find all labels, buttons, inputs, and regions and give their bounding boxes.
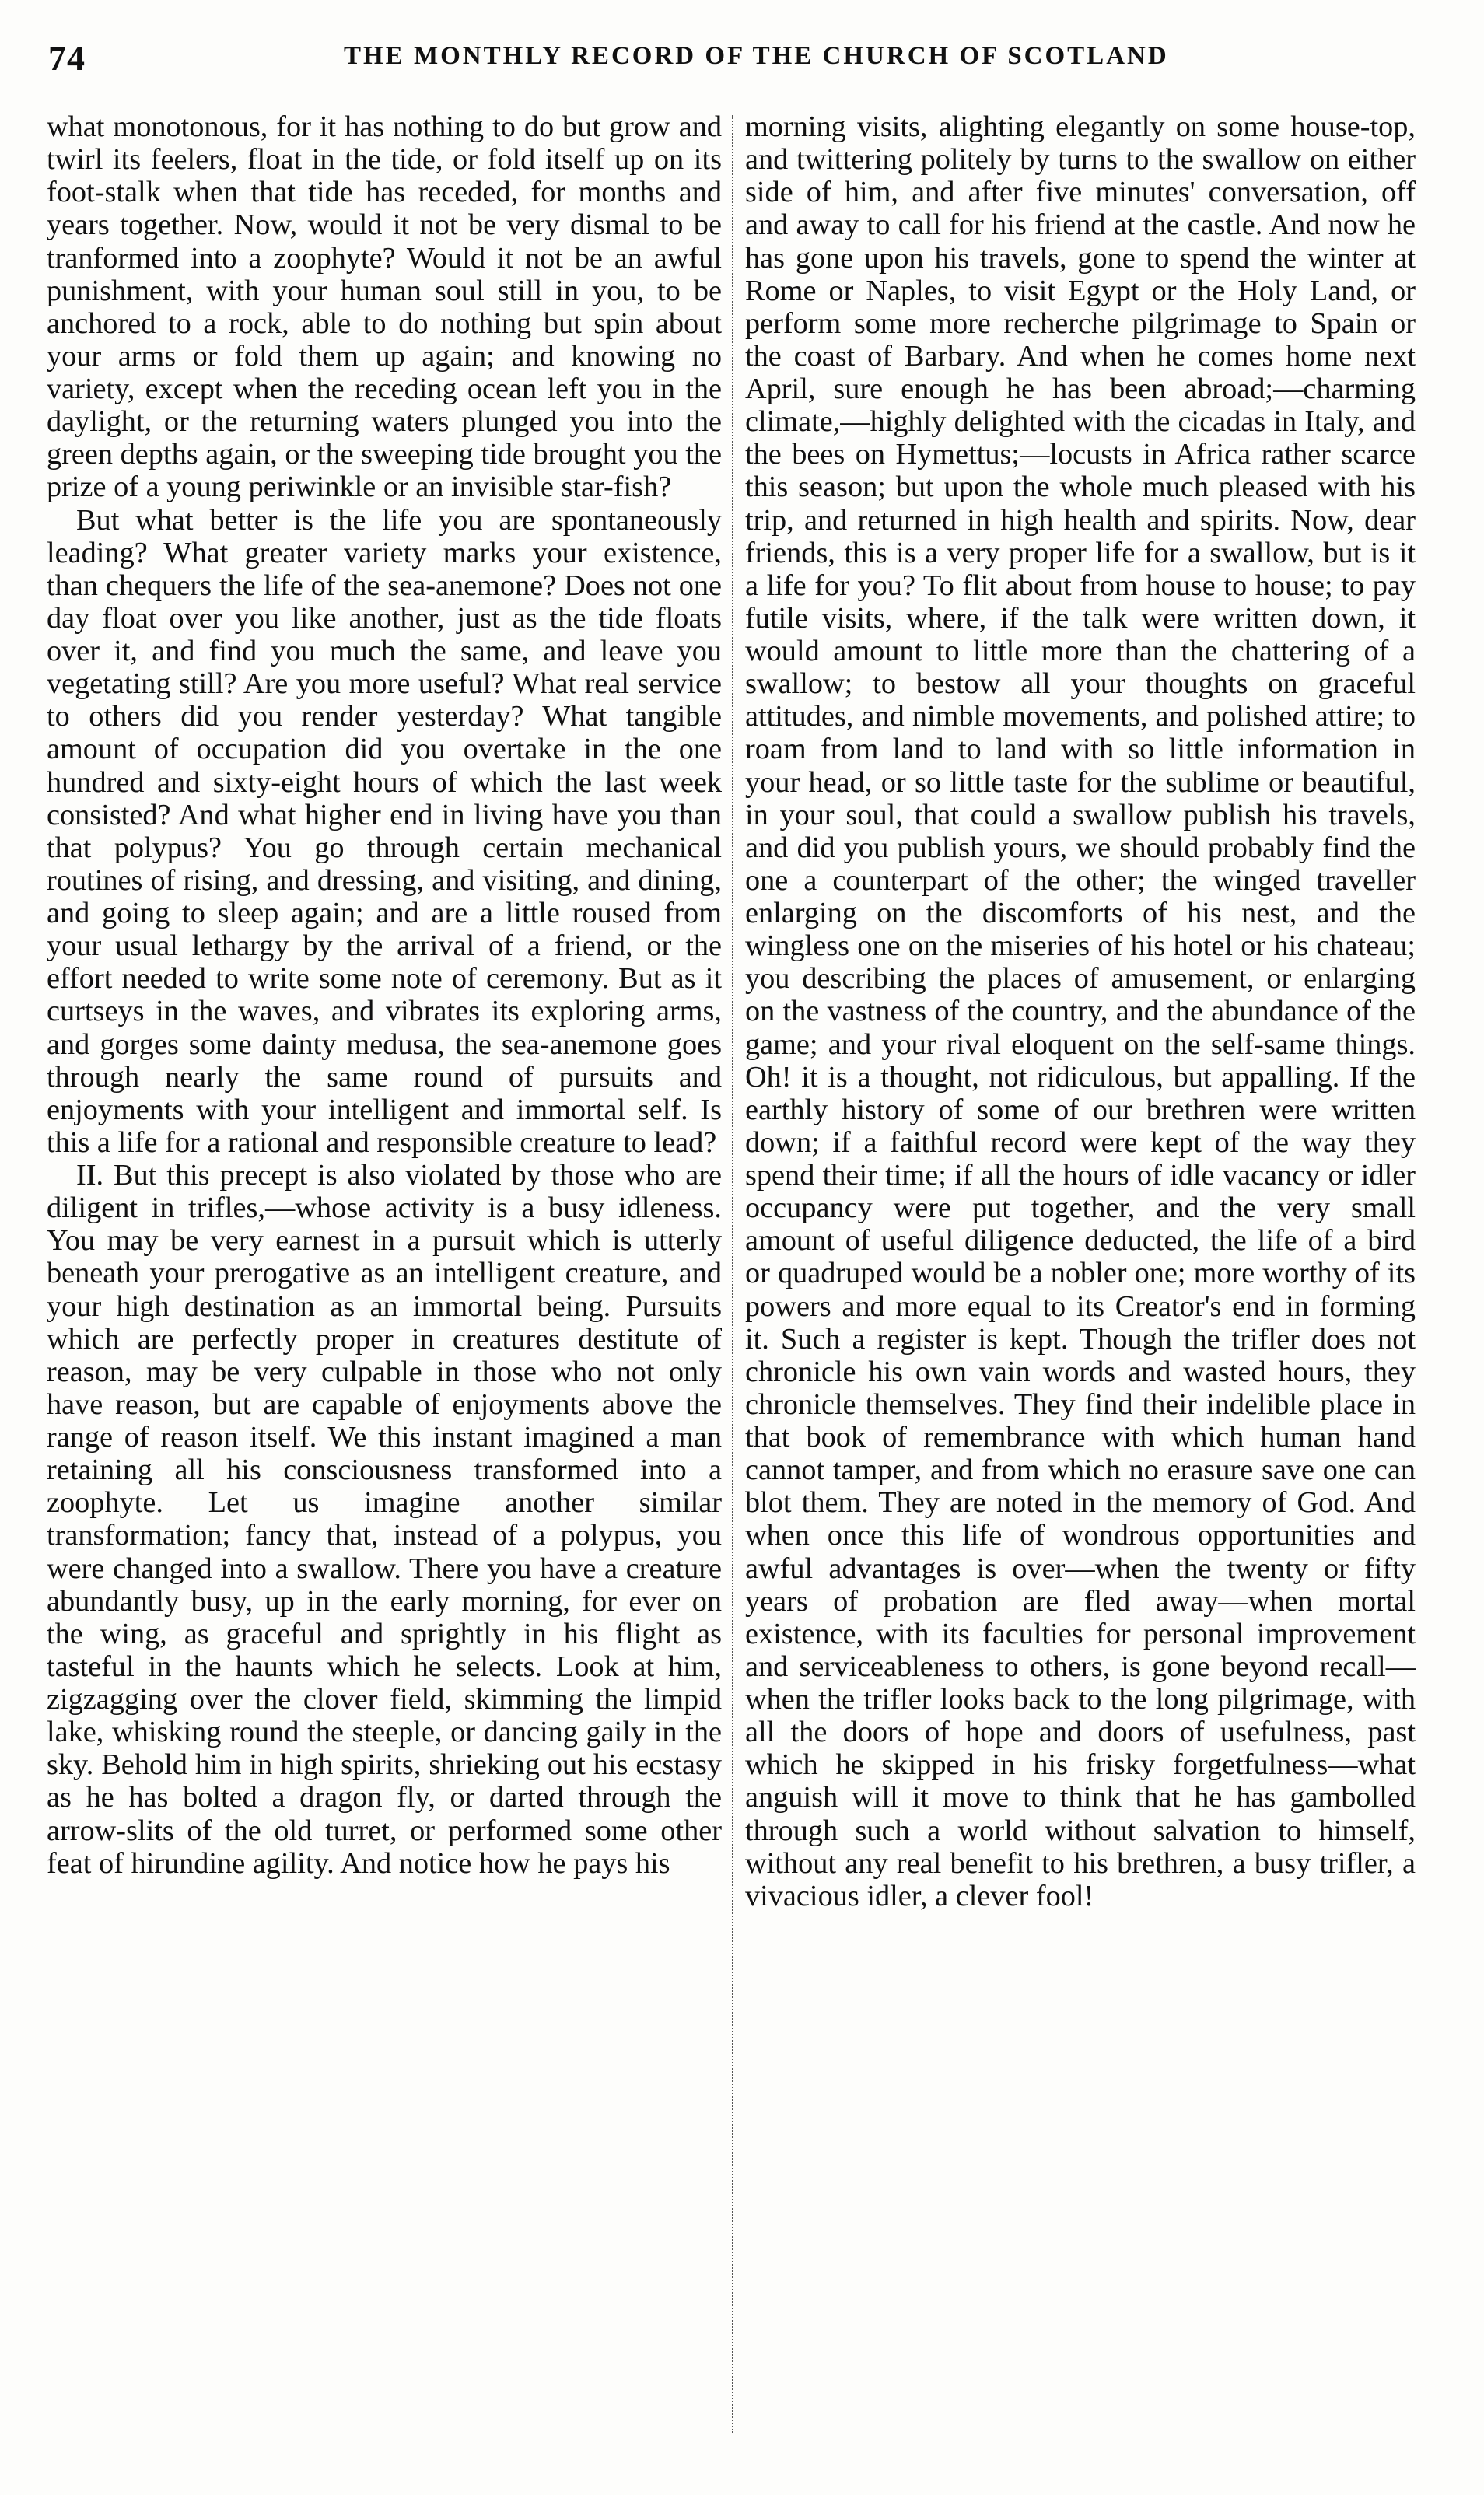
column-divider [732, 115, 733, 2433]
right-paragraph-1: morning visits, alighting elegantly on some house-top, and twittering politely by turns to the swallow on either side of him, and after five minutes' conversation, off and away to call for his friend at the castle. And now he has gone upon his travels, gone to spend the winter at Rome or Naples, to visit Egypt or the Holy Land, or perform some more recherche pilgrimage to Spain or the coast of Barbary. And when he comes home next April, sure enough he has been abroad;—charming climate,—highly delighted with the cicadas in Italy, and the bees on Hymettus;—locusts in Africa rather scarce this season; but upon the whole much pleased with his trip, and returned in high health and spirits. Now, dear friends, this is a very proper life for a swallow, but is it a life for you? To flit about from house to house; to pay futile visits, where, if the talk were written down, it would amount to little more than the chattering of a swallow; to bestow all your thoughts on graceful attitudes, and nimble movements, and polished attire; to roam from land to land with so little information in your head, or so little taste for the sublime or beautiful, in your soul, that could a swallow publish his travels, and did you publish yours, we should probably find the one a counterpart of the other; the winged traveller enlarging on the discomforts of his nest, and the wingless one on the miseries of his hotel or his chateau; you describing the places of amusement, or enlarging on the vastness of the country, and the abundance of the game; and your rival eloquent on the self-same things. Oh! it is a thought, not ridiculous, but appalling. If the earthly history of some of our brethren were written down; if a faithful record were kept of the way they spend their time; if all the hours of idle vacancy or idler occupancy were put together, and the very small amount of useful diligence deducted, the life of a bird or quadruped would be a nobler one; more worthy of its powers and more equal to its Creator's end in forming it. Such a register is kept. Though the trifler does not chronicle his own vain words and wasted hours, they chronicle themselves. They find their indelible place in that book of remembrance with which human hand cannot tamper, and from which no erasure save one can blot them. They are noted in the memory of God. And when once this life of wondrous opportunities and awful advantages is over—when the twenty or fifty years of probation are fled away—when mortal existence, with its faculties for personal improvement and serviceableness to others, is gone beyond recall—when the trifler looks back to the long pilgrimage, with all the doors of hope and doors of usefulness, past which he skipped in his frisky forgetfulness—what anguish will it move to think that he has gambolled through such a world without salvation to himself, without any real benefit to his brethren, a busy trifler, a vivacious idler, a clever fool! [745, 110, 1416, 1912]
right-column [745, 110, 1416, 2436]
left-paragraph-1: what monotonous, for it has nothing to do but grow and twirl its feelers, float in the tide, or fold itself up on its foot-stalk when that tide has receded, for months and years together. Now, would it not be very dismal to be tranformed into a zoophyte? Would it not be an awful punishment, with your human soul still in you, to be anchored to a rock, able to do nothing but spin about your arms or fold them up again; and knowing no variety, except when the receding ocean left you in the daylight, or the returning waters plunged you into the green depths again, or the sweeping tide brought you the prize of a young periwinkle or an invisible star-fish? [47, 110, 722, 504]
left-paragraph-2: But what better is the life you are spontaneously leading? What greater variety marks your existence, than chequers the life of the sea-anemone? Does not one day float over you like another, just as the tide floats over it, and find you much the same, and leave you vegetating still? Are you more useful? What real service to others did you render yesterday? What tangible amount of occupation did you overtake in the one hundred and sixty-eight hours of which the last week consisted? And what higher end in living have you than that polypus? You go through certain mechanical routines of rising, and dressing, and visiting, and dining, and going to sleep again; and are a little roused from your usual lethargy by the arrival of a friend, or the effort needed to write some note of ceremony. But as it curtseys in the waves, and vibrates its exploring arms, and gorges some dainty medusa, the sea-anemone goes through nearly the same round of pursuits and enjoyments with your intelligent and immortal self. Is this a life for a rational and responsible creature to lead? [47, 503, 722, 1159]
page-number: 74 [48, 38, 86, 78]
running-title: THE MONTHLY RECORD OF THE CHURCH OF SCOTLAND [344, 42, 1169, 70]
page-header [48, 37, 1402, 100]
left-paragraph-3: II. But this precept is also violated by those who are diligent in trifles,—whose activity is a busy idleness. You may be very earnest in a pursuit which is utterly beneath your prerogative as an intelligent creature, and your high destination as an immortal being. Pursuits which are perfectly proper in creatures destitute of reason, may be very culpable in those who not only have reason, but are capable of enjoyments above the range of reason itself. We this instant imagined a man retaining all his consciousness transformed into a zoophyte. Let us imagine another similar transformation; fancy that, instead of a polypus, you were changed into a swallow. There you have a creature abundantly busy, up in the early morning, for ever on the wing, as graceful and sprightly in his flight as tasteful in the haunts which he selects. Look at him, zigzagging over the clover field, skimming the limpid lake, whisking round the steeple, or dancing gaily in the sky. Behold him in high spirits, shrieking out his ecstasy as he has bolted a dragon fly, or darted through the arrow-slits of the old turret, or performed some other feat of hirundine agility. And notice how he pays his [47, 1159, 722, 1880]
left-column [47, 110, 722, 2436]
